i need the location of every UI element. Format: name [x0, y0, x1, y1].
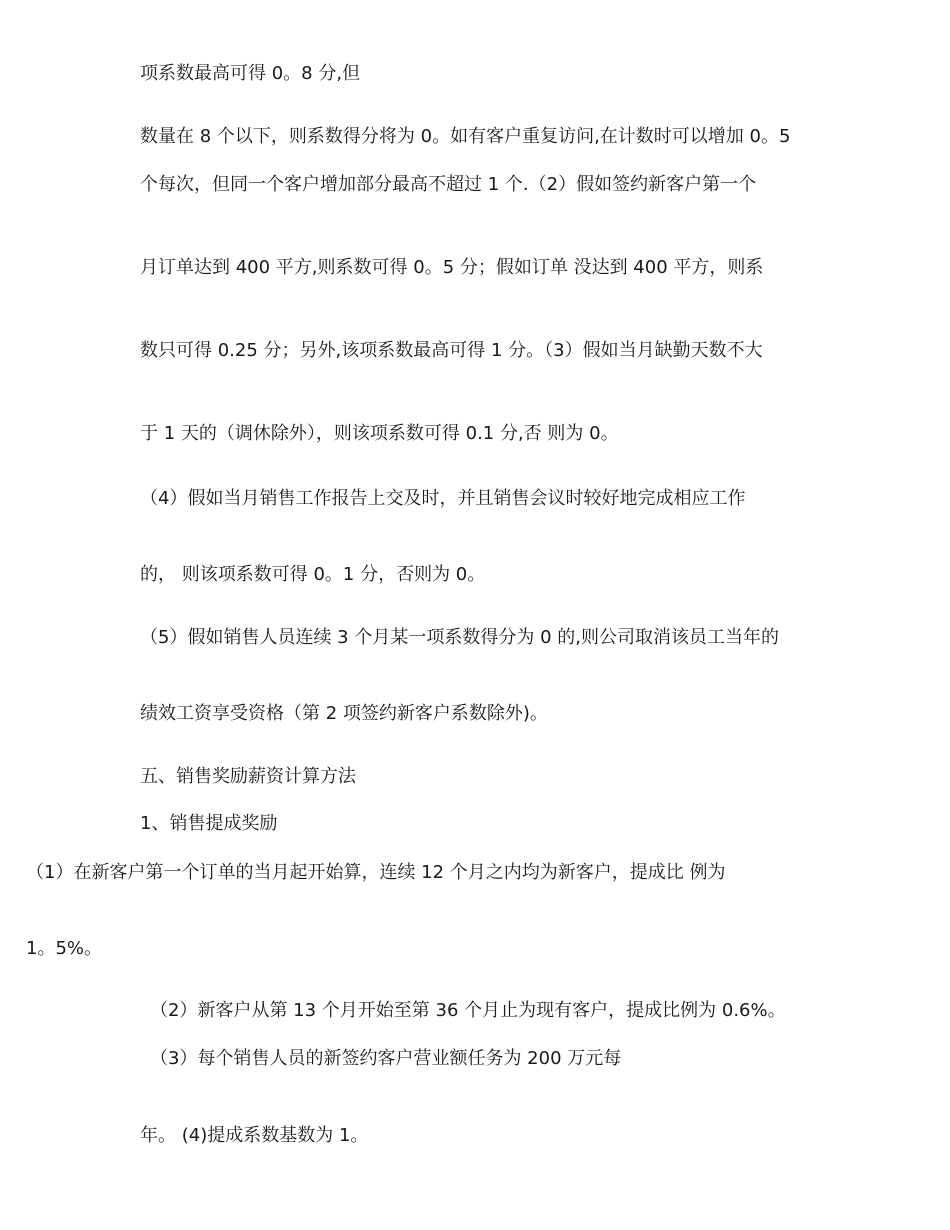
paragraph-line: 年。 (4)提成系数基数为 1。 — [140, 1125, 369, 1146]
section-heading: 五、销售奖励薪资计算方法 — [140, 766, 356, 787]
paragraph-line: （5）假如销售人员连续 3 个月某一项系数得分为 0 的,则公司取消该员工当年的 — [140, 627, 779, 648]
paragraph-line: 的， 则该项系数可得 0。1 分，否则为 0。 — [140, 564, 486, 585]
paragraph-line: 于 1 天的（调休除外），则该项系数可得 0.1 分,否 则为 0。 — [140, 423, 619, 444]
paragraph-line: 绩效工资享受资格（第 2 项签约新客户系数除外)。 — [140, 703, 548, 724]
paragraph-line: （1）在新客户第一个订单的当月起开始算，连续 12 个月之内均为新客户，提成比 例为 — [26, 862, 726, 883]
subsection-heading: 1、销售提成奖励 — [140, 813, 278, 834]
paragraph-line: 数只可得 0.25 分；另外,该项系数最高可得 1 分。（3）假如当月缺勤天数不大 — [140, 340, 763, 361]
paragraph-line: （4）假如当月销售工作报告上交及时，并且销售会议时较好地完成相应工作 — [140, 488, 746, 509]
paragraph-line: （3）每个销售人员的新签约客户营业额任务为 200 万元每 — [150, 1048, 622, 1069]
paragraph-line: 1。5%。 — [26, 938, 103, 959]
paragraph-line: （2）新客户从第 13 个月开始至第 36 个月止为现有客户，提成比例为 0.6%。 — [150, 1000, 786, 1021]
paragraph-line: 月订单达到 400 平方,则系数可得 0。5 分；假如订单 没达到 400 平方，则系 — [140, 257, 764, 278]
paragraph-line: 数量在 8 个以下，则系数得分将为 0。如有客户重复访问,在计数时可以增加 0。5 — [140, 126, 791, 147]
paragraph-line: 项系数最高可得 0。8 分,但 — [140, 63, 361, 84]
paragraph-line: 个每次，但同一个客户增加部分最高不超过 1 个.（2）假如签约新客户第一个 — [140, 174, 757, 195]
